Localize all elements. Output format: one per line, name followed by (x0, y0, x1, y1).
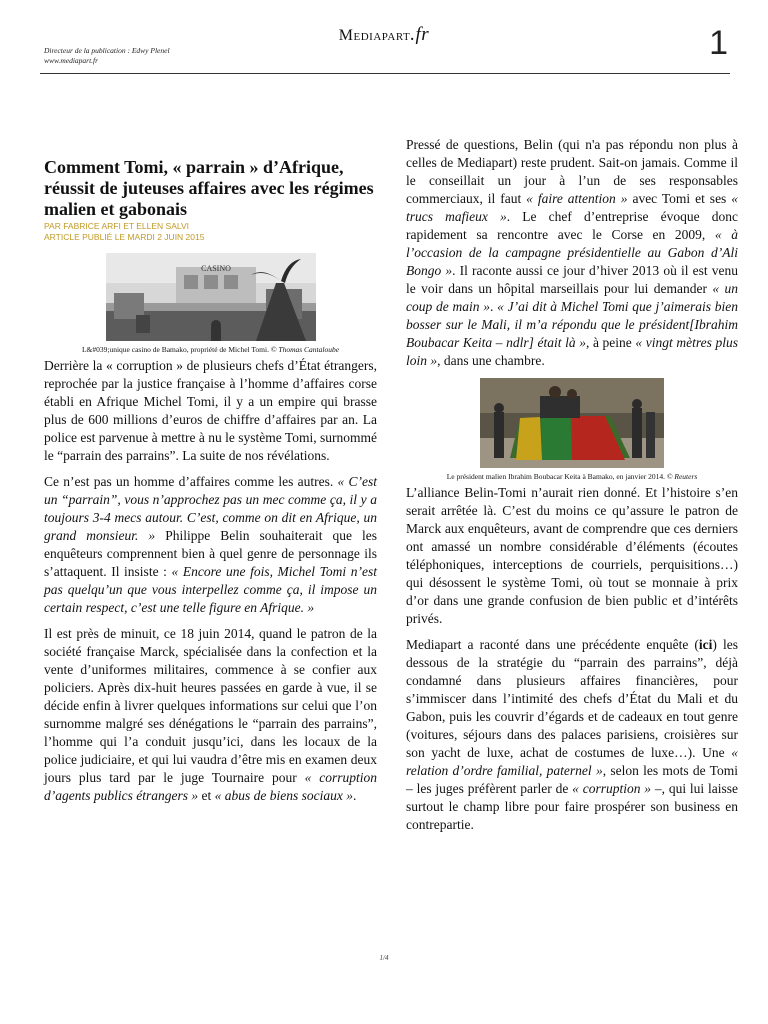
text-run: Pressé de questions, Belin (qui n'a pas répondu non plus à celles de Mediapart) reste prudent. Sait-on jamais. Comme il le conseillait un jour à l’un de ses responsables commerciaux, il faut (406, 137, 738, 206)
paragraph-belin-quote (44, 473, 377, 617)
text-run: , à peine (585, 335, 632, 350)
article-title: Comment Tomi, « parrain » d’Afrique, réussit de juteuses affaires avec les régimes malien et gabonais (44, 157, 374, 219)
quote-run: « Encore une fois, Michel Tomi n’est pas quelqu’un que vous interpellez comme ça, il impose un certain respect, c’est une telle figure en Afrique. » (44, 564, 377, 615)
logo-main: Mediapart (338, 27, 411, 44)
left-column (44, 157, 377, 813)
text-run: . (489, 299, 494, 314)
page-number: 1 (709, 24, 728, 62)
quote-run: « C’est un “parrain”, vous n’approchez pas un mec comme ça, il y a toujours 3-4 mecs autour. C’est, comme on dit en Afrique, un grand monsieur. » (44, 474, 378, 543)
text-run: Philippe Belin souhaiterait que les enquêteurs comprennent bien à quel genre de personnage ils s’attaquent. Il insiste : (44, 528, 377, 579)
president-photo-image (480, 378, 664, 468)
casino-photo-image (106, 253, 316, 341)
casino-sign: CASINO (200, 264, 231, 273)
text-run: Mediapart a raconté dans une précédente enquête ( (406, 637, 699, 652)
quote-run: « trucs mafieux » (406, 191, 739, 224)
publication-director: Directeur de la publication : Edwy Plenel (44, 46, 170, 55)
quote-run: « J’ai dit à Michel Tomi que j’aimerais bien bosser sur le Mali, il m’a répondu que le président[Ibrahim Boubacar Keita – ndlr] était là » (406, 299, 739, 350)
logo-domain: .fr (410, 24, 430, 45)
text-run: , selon les mots de Tomi – les juges préfèrent parler de (406, 763, 738, 796)
text-run: Il est près de minuit, ce 18 juin 2014, quand le patron de la société française Marck, spécialisée dans la confection et la vente d’uniformes militaires, commence à se confier aux policiers. Après dix-huit heures passées en garde à vue, il se décide enfin à livrer quelques informations sur celui que l’on surnomme malgré ses dénégations le “parrain des parrains”, l’homme qui l’a conduit jusqu’ici, dans les locaux de la police judiciaire, et qui lui vaudra d’être mis en examen deux jours plus tard par le juge Tournaire pour (44, 626, 377, 785)
text-run: . Il raconte aussi ce jour d’hiver 2013 où il est venu le voir dans un hôpital marseillais pour lui demander (406, 263, 738, 296)
header-left (44, 46, 170, 66)
paragraph-belin-prudent (406, 136, 738, 370)
quote-run: « un coup de main » (406, 281, 739, 314)
text-run: . Le chef d’entreprise évoque donc rapidement sa rencontre avec le Corse en 2009, (406, 209, 738, 242)
caption-text: L&#039;unique casino de Bamako, propriété de Michel Tomi. (81, 345, 269, 354)
text-run: et (201, 788, 212, 803)
quote-run: « relation d’ordre familial, paternel » (406, 745, 739, 778)
mediapart-logo[interactable] (0, 24, 768, 46)
text-run: . (352, 788, 357, 803)
text-run: avec Tomi et ses (632, 191, 727, 206)
quote-run: « faire attention » (526, 191, 628, 206)
text-run: Ce n’est pas un homme d’affaires comme les autres. (44, 474, 334, 489)
president-photo (406, 378, 738, 482)
caption-text: Le président malien Ibrahim Boubacar Keita à Bamako, en janvier 2014. (446, 472, 665, 481)
caption-credit: © Thomas Cantaloube (270, 345, 340, 354)
quote-run: « vingt mètres plus loin » (406, 335, 739, 368)
paragraph-precedente-enquete (406, 636, 738, 834)
site-url[interactable]: www.mediapart.fr (44, 56, 99, 65)
quote-run: « corruption » (572, 781, 652, 796)
quote-run: « à l’occasion de la campagne présidentielle au Gabon d’Ali Bongo » (406, 227, 738, 278)
page-indicator: 1/4 (379, 954, 389, 962)
article-date: ARTICLE PUBLIÉ LE MARDI 2 JUIN 2015 (44, 232, 205, 242)
article-byline: PAR FABRICE ARFI ET ELLEN SALVI (44, 221, 190, 231)
casino-photo (44, 253, 377, 355)
text-run: –, qui lui laisse surtout le champ libre pour faire prospérer son business en contrepartie. (406, 781, 738, 832)
paragraph-intro: Derrière la « corruption » de plusieurs chefs d’État étrangers, reprochée par la justice française à l’homme d’affaires corse établi en Afrique Michel Tomi, il y a un empire qui brasse plus de 600 millions d’euros de chiffre d’affaires par an. La police est parvenue à mettre à nu le système Tomi, surnommé le “parrain des parrains”. La suite de nos révélations. (44, 358, 377, 463)
text-run: ) les dessous de la stratégie du “parrain des parrains”, déjà condamné dans plusieurs affaires financières, pour s’immiscer dans l’intimité des chefs d’État du Mali et du Gabon, puis les couvrir d’égards et de cadeaux en tout genre (voitures, séjours dans des palaces parisiens, croisières sur son yacht de luxe, achat de costumes de luxe…). Une (406, 637, 738, 760)
quote-run: « corruption d’agents publics étrangers » (44, 770, 377, 803)
caption-credit: © Reuters (666, 472, 698, 481)
quote-run: « abus de biens sociaux » (214, 788, 353, 803)
ici-link[interactable]: ici (698, 637, 713, 652)
header-divider (40, 73, 730, 74)
right-column (406, 136, 738, 842)
casino-photo-caption (44, 345, 377, 355)
paragraph-garde-a-vue (44, 625, 377, 805)
president-photo-caption (406, 472, 738, 482)
text-run: , dans une chambre. (437, 353, 545, 368)
paragraph-alliance: L’alliance Belin-Tomi n’aurait rien donné. Et l’histoire s’en serait arrêtée là. C’est du moins ce qu’assure le patron de Marck aux enquêteurs, avant de comprendre que ces derniers ont amassé un nombre considérable d’éléments (écoutes téléphoniques, interceptions de courriels, perquisitions…) qui désossent le système Tomi, où tout se monnaie à prix d’or dans une grande confusion de bien public et d’intérêts privés. (406, 485, 738, 626)
